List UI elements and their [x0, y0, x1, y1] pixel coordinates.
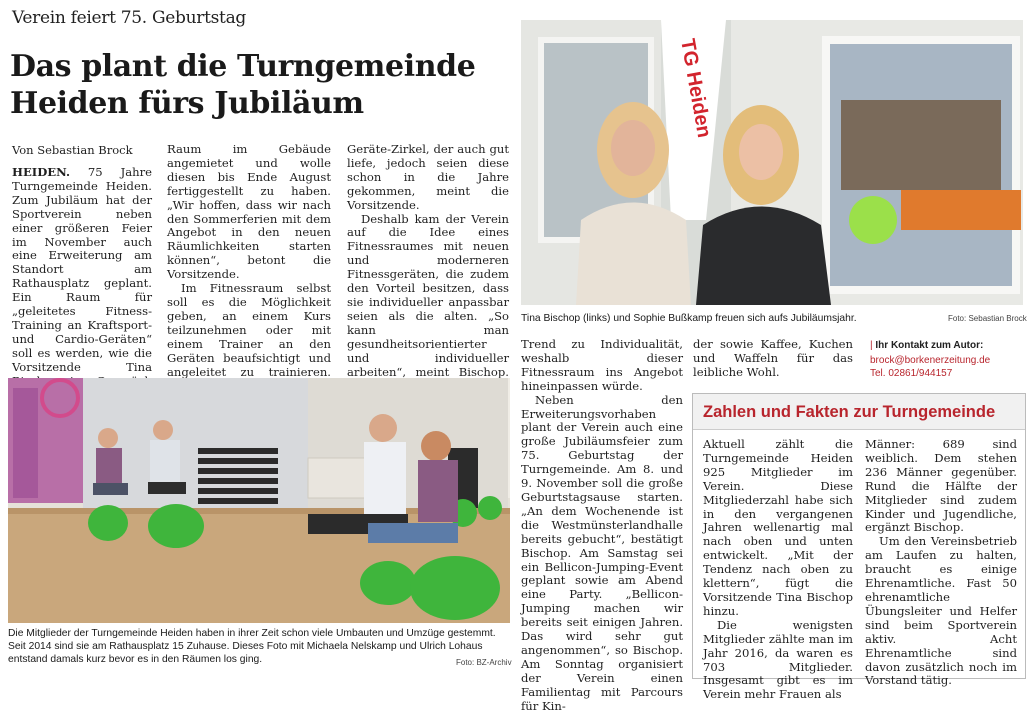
dateline: HEIDEN. [12, 165, 70, 179]
col4-paragraph-2: Neben den Erweiterungsvorhaben plant der Verein auch eine große Jubiläumsfeier zum 75. Geburtstag der Turngemeinde. Am 8. und 9. November soll die große Geburtstagsause starten. „An dem Wochenende ist die Westmünsterlandhalle bereits gebucht“, bestätigt Bischop. Am Samstag sei ein Bellicon-Jumping-Event geplant sowie am Abend eine Party. „Bellicon-Jumping machen wir bereits seit einigen Jahren. Das wird sehr gut angenommen“, so Bischop. Am Sonntag organisiert der Verein einen Familientag mit Parcours für Kin- [521, 392, 683, 713]
article-byline: Von Sebastian Brock [12, 143, 133, 157]
col2-paragraph-1: Raum im Gebäude angemietet und wolle diesen bis Ende August fertiggestellt zu haben. „Wir hoffen, dass wir nach den Sommerferien mit dem Angebot in den neuen Räumlichkeiten starten können“, betont die Vorsitzende. [167, 142, 331, 282]
portrait-photo-credit: Foto: Sebastian Brock [948, 314, 1027, 323]
article-kicker: Verein feiert 75. Geburtstag [12, 8, 247, 28]
fact-box [692, 393, 1026, 702]
fact-box-right-paragraph-1: Männer: 689 sind weiblich. Dem stehen 236 Männer gegenüber. Rund die Hälfte der Mitglieder sind zudem Kinder und Jugendliche, ergänzt Bischop. [865, 437, 1017, 535]
archive-photo-caption: Die Mitglieder der Turngemeinde Heiden haben in ihrer Zeit schon viele Umbauten und Umzüge gestemmt. Seit 2014 sind sie am Rathausplatz 15 Zuhause. Dieses Foto mit Michaela Nelskamp und Ulrich Lohaus entstand damals kurz bevor es in den Räumen los ging. [8, 628, 496, 665]
col3-paragraph-1: Geräte-Zirkel, der auch gut liefe, jedoch seien diese schon in die Jahre gekommen, meint die Vorsitzende. [347, 142, 509, 212]
col1-paragraph-1: 75 Jahre Turngemeinde Heiden. Zum Jubiläum hat der Sportverein neben einer größeren Feier im November auch eine Erweiterung am Standort am Rathausplatz geplant. Ein Raum für „geleitetes Fitness-Training an Kraftsport- und Cardio-Geräten“ soll es werden, wie die Vorsitzende Tina [12, 165, 152, 374]
fact-box-right-column [865, 438, 1017, 688]
fact-box-title: Zahlen und Fakten zur Turngemeinde [693, 394, 1025, 430]
contact-phone: Tel. 02861/944157 [870, 368, 953, 379]
contact-separator: | [870, 340, 873, 351]
col3-paragraph-2: Deshalb kam der Verein auf die Idee eines Fitnessraumes mit neuen und moderneren Fitnessgeräten, die zudem den Vorteil besitzen, dass sie individueller anpassbar seien als die alten. „So kann man gesundheitsorientierter und individueller arbeiten“, meint Bischop. [347, 211, 509, 379]
contact-email[interactable]: brock@borkenerzeitung.de [870, 355, 991, 366]
fact-box-left-paragraph-1: Aktuell zählt die Turngemeinde Heiden 925 Mitglieder im Verein. Diese Mitgliederzahl habe sich in den vergangenen Jahren wellenartig mal nach oben und unten entwickelt. „Mit der Tendenz nach oben zu klettern“, fügt die Vorsitzende Tina Bischop hinzu. [703, 437, 853, 618]
contact-title: Ihr Kontakt zum Autor: [875, 340, 984, 351]
col5-paragraph-1: der sowie Kaffee, Kuchen und Waffeln für das leibliche Wohl. [693, 337, 853, 379]
col4-paragraph-1: Trend zu Individualität, weshalb dieser Fitnessraum ins Angebot hineinpassen würde. [521, 337, 683, 393]
fact-box-left-column [703, 438, 853, 702]
article-column-5 [693, 338, 853, 380]
article-headline: Das plant die Turngemeinde Heiden fürs Jubiläum [10, 49, 476, 121]
banner-text: TG Heiden [676, 37, 716, 140]
col2-paragraph-2: Im Fitnessraum selbst soll es die Möglichkeit geben, an einem Kurs teilzunehmen oder mit einem Trainer an den Geräten beaufsichtigt und angeleitet zu trainieren. [167, 281, 331, 379]
archive-photo-credit: Foto: BZ-Archiv [456, 658, 512, 667]
portrait-photo [521, 20, 1023, 305]
portrait-photo-caption: Tina Bischop (links) und Sophie Bußkamp freuen sich aufs Jubiläumsjahr. [521, 313, 857, 324]
portrait-photo-image [521, 20, 1023, 305]
fact-box-left-paragraph-2: Die wenigsten Mitglieder zählte man im Jahr 2016, da waren es 703 Mitglieder. Insgesamt gibt es im Verein mehr Frauen als [703, 617, 853, 702]
author-contact [870, 339, 1025, 380]
article-column-4 [521, 338, 683, 713]
archive-photo [8, 378, 510, 623]
fact-box-right-paragraph-2: Um den Vereinsbetrieb am Laufen zu halten, braucht es einige Ehrenamtliche. Fast 50 ehrenamtliche Übungsleiter und Helfer sind beim Sportverein aktiv. Acht Ehrenamtliche sind davon zusätzlich noch im Vorstand tätig. [865, 534, 1017, 688]
archive-photo-image [8, 378, 510, 623]
